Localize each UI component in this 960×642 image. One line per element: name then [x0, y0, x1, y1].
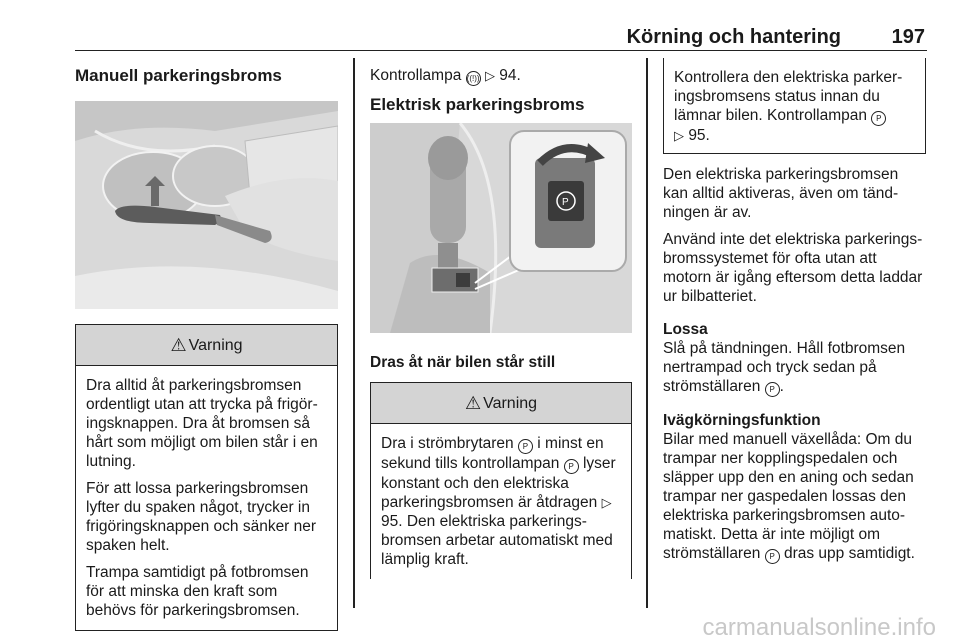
warning-paragraph: För att lossa parkeringsbromsen lyfter du spaken något, trycker in frigöringsknappen och sänker ner spaken helt. [86, 480, 317, 554]
warning-header [76, 325, 337, 366]
body-text: Bilar med manuell växellåda: Om du trampar ner kopplingspedalen och släpper upp den en aning och sedan trampar ner gaspedalen lossas den elektriska parkeringsbromsen auto-matiskt. Detta är inte möjligt om strömställaren [663, 431, 914, 562]
column-1 [75, 58, 338, 631]
note-text [674, 68, 915, 145]
body-paragraph: Den elektriska parkeringsbromsen kan alltid aktiveras, även om tänd-ningen är av. [663, 166, 899, 221]
warning-text: 95. Den elektriska parkerings-bromsen arbetar automatiskt med lämplig kraft. [381, 513, 613, 568]
subheading-drive-away: Ivägkörningsfunktion [663, 412, 821, 429]
control-lamp-reference [370, 66, 632, 86]
parking-brake-p-icon: P [871, 111, 886, 126]
body-paragraph [663, 430, 926, 564]
warning-title: Varning [483, 394, 538, 412]
page-reference-arrow-icon: ▷ [601, 495, 612, 510]
body-paragraph [663, 339, 926, 397]
header-title: Körning och hantering [626, 26, 841, 48]
body-text: . [779, 378, 784, 395]
note-box [663, 58, 926, 154]
warning-box-manual [75, 324, 338, 631]
intro-text: Kontrollampa [370, 67, 462, 84]
warning-triangle-icon: ⚠ [170, 335, 187, 355]
subheading-apply: Dras åt när bilen står still [370, 354, 556, 371]
svg-text:P: P [562, 197, 569, 208]
body-paragraph: Använd inte det elektriska parkerings-bromssystemet för ofta utan att motorn är igång eftersom detta laddar ur bilbatteriet. [663, 231, 923, 305]
warning-body [76, 366, 337, 630]
section-heading-manual-brake: Manuell parkeringsbroms [75, 66, 282, 85]
column-divider-1 [353, 58, 355, 608]
parking-brake-p-icon: P [518, 439, 533, 454]
warning-title: Varning [188, 336, 243, 354]
warning-triangle-icon: ⚠ [464, 393, 482, 413]
parking-brake-p-icon: P [765, 382, 780, 397]
column-divider-2 [646, 58, 648, 608]
warning-paragraph [381, 434, 621, 569]
warning-text: lyser konstant och den elektriska parkeringsbromsen är åtdragen [381, 455, 616, 511]
body-text: dras upp samtidigt. [783, 545, 915, 562]
warning-body [371, 424, 631, 579]
page-number: 197 [891, 26, 925, 48]
body-text: Slå på tändningen. Håll fotbromsen nertrampad och tryck sedan på strömställaren [663, 340, 906, 395]
note-text-part: 95. [688, 127, 710, 144]
page-reference-arrow-icon: ▷ [484, 68, 495, 83]
warning-paragraph: Dra alltid åt parkeringsbromsen ordentligt utan att trycka på frigör-ingsknappen. Dra åt bromsen så hårt som möjligt om bilen står i en lutning. [86, 377, 318, 470]
warning-header [371, 383, 631, 424]
column-3 [663, 58, 926, 564]
warning-paragraph: Trampa samtidigt på fotbromsen för att minska den kraft som behövs för parkeringsbromsen. [86, 564, 309, 619]
subheading-release: Lossa [663, 321, 708, 338]
parking-brake-p-icon: P [564, 459, 579, 474]
page-reference-arrow-icon: ▷ [674, 128, 684, 143]
warning-box-electric [370, 382, 632, 579]
warning-text: i minst en sekund tills kontrollampan [381, 435, 604, 472]
intro-ref: 94. [499, 67, 521, 84]
electric-brake-illustration [370, 123, 632, 333]
page-header [75, 0, 927, 51]
column-2 [370, 58, 632, 579]
watermark: carmanualsonline.info [702, 614, 936, 641]
parking-brake-p-icon: P [765, 549, 780, 564]
note-text-part: Kontrollera den elektriska parker-ingsbromsens status innan du lämnar bilen. Kontrollampan [674, 69, 903, 124]
section-heading-electric-brake: Elektrisk parkeringsbroms [370, 95, 585, 114]
brake-lamp-icon: ((!)) [466, 71, 481, 86]
handbrake-illustration [75, 101, 338, 309]
warning-text: Dra i strömbrytaren [381, 435, 514, 452]
